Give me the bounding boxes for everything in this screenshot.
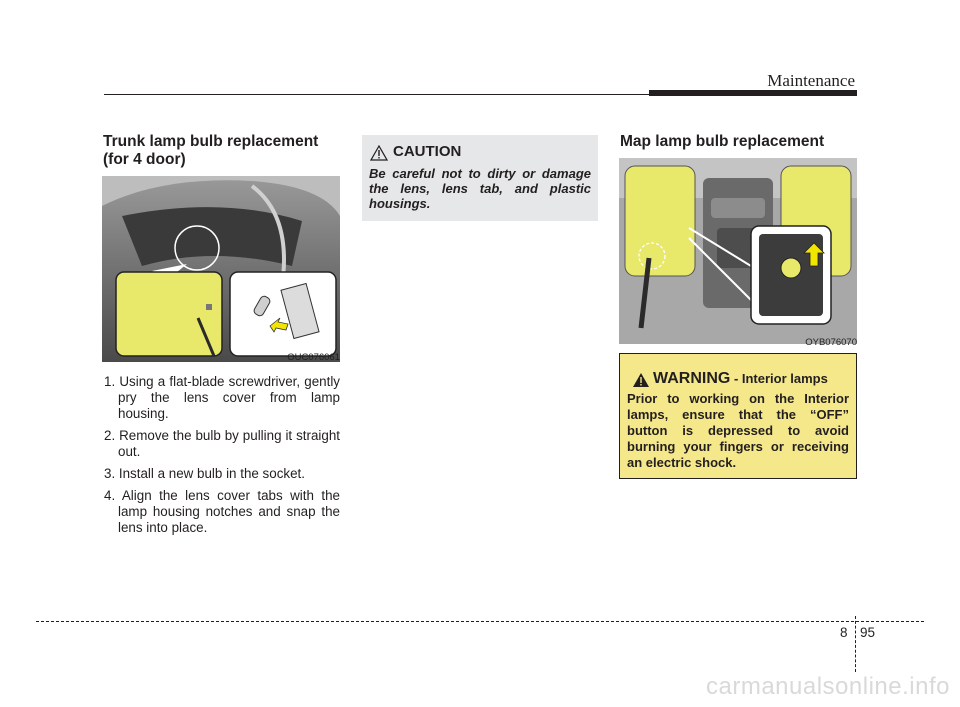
footer-dashed-line: [36, 621, 924, 622]
step-3: 3. Install a new bulb in the socket.: [104, 466, 305, 481]
footer-divider: [855, 616, 856, 672]
chapter-number: 8: [840, 625, 848, 640]
caution-triangle-icon: [370, 145, 388, 161]
step-2: 2. Remove the bulb by pulling it straight out.: [104, 428, 340, 459]
caution-text: Be careful not to dirty or damage the lens, lens tab, and plastic housings.: [369, 166, 591, 211]
warning-title: [653, 370, 828, 388]
trunk-lamp-illustration: [102, 176, 340, 362]
map-lamp-illustration: [619, 158, 857, 344]
warning-triangle-icon: [632, 372, 650, 388]
warning-text: Prior to working on the Interior lamps, ensure that the “OFF” button is depressed to avoid burning your fingers or receiving an electric shock.: [627, 391, 849, 470]
trunk-lamp-figure: [102, 176, 340, 362]
warning-box: [619, 353, 857, 479]
step-1: 1. Using a flat-blade screwdriver, gently pry the lens cover from lamp housing.: [104, 374, 340, 421]
map-lamp-figure: [619, 158, 857, 344]
trunk-lamp-heading: Trunk lamp bulb replacement (for 4 door): [103, 133, 319, 168]
warning-label: WARNING: [653, 370, 731, 387]
watermark: carmanualsonline.info: [706, 673, 950, 700]
page-number: 95: [860, 625, 876, 640]
trunk-lamp-steps: [104, 374, 340, 542]
header-rule-thick: [649, 90, 857, 96]
warning-subtitle: - Interior lamps: [730, 371, 828, 386]
caution-title: CAUTION: [393, 143, 462, 160]
header-rule-thin: [104, 94, 650, 95]
step-4: 4. Align the lens cover tabs with the lamp housing notches and snap the lens into place.: [104, 488, 340, 535]
caution-box: [362, 135, 598, 221]
map-figure-code: OYB076070: [805, 337, 857, 348]
section-title: Maintenance: [767, 71, 855, 90]
trunk-figure-code: OUC076061: [287, 352, 340, 363]
map-lamp-heading: Map lamp bulb replacement: [620, 133, 825, 150]
